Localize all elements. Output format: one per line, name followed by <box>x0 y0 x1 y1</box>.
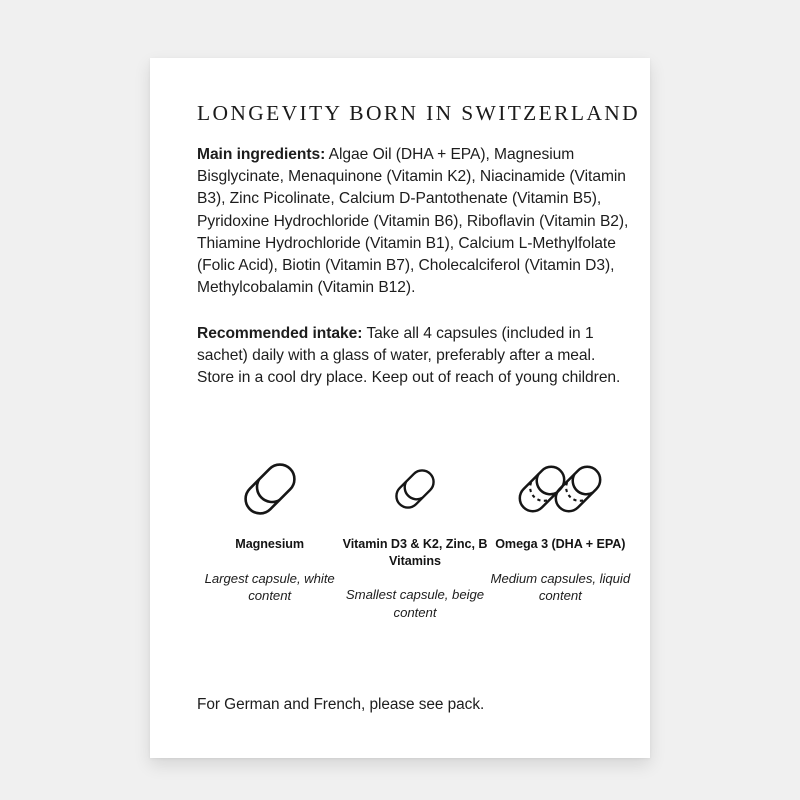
capsule-column-omega <box>488 456 633 605</box>
intake-instructions: Take all 4 capsules (included in 1 sachet) daily with a glass of water, preferably after a meal. <box>197 325 596 365</box>
capsule-column-vitamins <box>342 456 487 621</box>
card-content <box>197 58 640 758</box>
page-title: LONGEVITY BORN IN SWITZERLAND <box>197 101 640 125</box>
capsule-single-small-icon <box>385 456 445 522</box>
capsule-caption: Omega 3 (DHA + EPA) <box>495 537 626 551</box>
ingredients-label: Main ingredients: <box>197 146 326 163</box>
capsule-pair-icon <box>512 456 608 522</box>
ingredients-list: Algae Oil (DHA + EPA), Magnesium Bisglycinate, Menaquinone (Vitamin K2), Niacinamide (Vitamin B3), Zinc Picolinate, Calcium D-Pantothenate (Vitamin B5), Pyridoxine Hydrochloride (Vitamin B6), Riboflavin (Vitamin B2), Thiamine Hydrochloride (Vitamin B1), Calcium L-Methylfolate (Folic Acid), Biotin (Vitamin B7), Cholecalciferol (Vitamin D3), Methylcobalamin (Vitamin B12). <box>197 146 629 297</box>
capsule-description: Medium capsules, liquid content <box>490 570 631 604</box>
capsule-description: Smallest capsule, beige content <box>345 587 485 620</box>
storage-instructions: Store in a cool dry place. Keep out of reach of young children. <box>197 369 621 387</box>
product-info-card <box>150 58 650 758</box>
capsule-caption: Vitamin D3 & K2, Zinc, B Vitamins <box>342 537 488 568</box>
intake-text <box>197 323 633 367</box>
ingredients-text <box>197 144 633 300</box>
capsule-legend <box>197 456 633 621</box>
capsule-caption: Magnesium <box>235 537 305 551</box>
ingredients-paragraph <box>197 144 633 300</box>
capsule-single-icon <box>233 456 307 522</box>
capsule-description: Largest capsule, white content <box>204 570 335 604</box>
intake-label: Recommended intake: <box>197 325 363 342</box>
language-footnote: For German and French, please see pack. <box>197 696 485 713</box>
intake-paragraph <box>197 323 633 390</box>
capsule-column-magnesium <box>197 456 342 605</box>
